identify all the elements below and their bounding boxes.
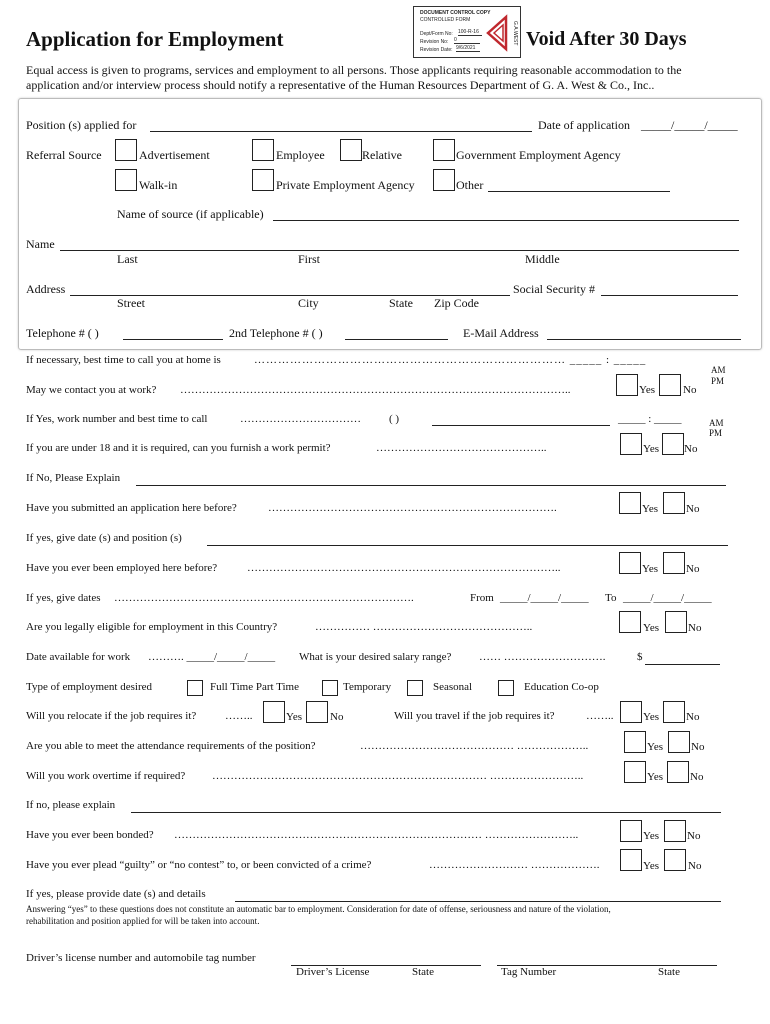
temporary-label: Temporary xyxy=(343,681,392,693)
relative-checkbox[interactable] xyxy=(340,139,362,161)
bonded-dots: ………………………………………………………………………… …………………….. xyxy=(174,829,579,841)
relocate-dots: …….. xyxy=(225,710,253,722)
walk-in-checkbox[interactable] xyxy=(115,169,137,191)
eligible-yes-label: Yes xyxy=(643,622,660,634)
other-checkbox[interactable] xyxy=(433,169,455,191)
plead-no-checkbox[interactable] xyxy=(664,849,686,871)
salary-dots: …… ………………………. xyxy=(479,651,606,663)
date-available-field[interactable]: ………. _____/_____/_____ xyxy=(148,651,276,663)
under18-label: If you are under 18 and it is required, can you furnish a work permit? xyxy=(26,442,331,454)
notice-text-line2: application and/or interview process should notify a representative of the Human Resources Department of G. A. West & Co., Inc.. xyxy=(26,78,655,92)
email-field[interactable] xyxy=(547,339,741,340)
contact-work-label: May we contact you at work? xyxy=(26,384,157,396)
address-zip-label: Zip Code xyxy=(434,296,479,310)
best-time-dots: …………………………………………………………………… _____ : _____ xyxy=(254,354,647,366)
best-time-label: If necessary, best time to call you at home is xyxy=(26,354,221,366)
work-number-paren: ( ) xyxy=(389,413,400,425)
work-number-label: If Yes, work number and best time to call xyxy=(26,413,208,425)
address-label: Address xyxy=(26,282,66,296)
document-control-stamp xyxy=(413,6,521,58)
from-date-field[interactable]: _____/_____/_____ xyxy=(500,592,589,604)
date-available-label: Date available for work xyxy=(26,651,131,663)
relocate-yes-checkbox[interactable] xyxy=(263,701,285,723)
submitted-before-label: Have you submitted an application here before? xyxy=(26,502,237,514)
email-label: E-Mail Address xyxy=(463,326,539,340)
submitted-before-no-label: No xyxy=(686,503,700,515)
submitted-before-yes-label: Yes xyxy=(642,503,659,515)
employee-checkbox[interactable] xyxy=(252,139,274,161)
eligible-label: Are you legally eligible for employment in this Country? xyxy=(26,621,278,633)
eligible-dots: …………… …………………………………….. xyxy=(315,621,533,633)
second-telephone-label: 2nd Telephone # ( ) xyxy=(229,326,323,340)
attendance-dots: …………………………………… ……………….. xyxy=(360,740,589,752)
attendance-no-checkbox[interactable] xyxy=(668,731,690,753)
position-label: Position (s) applied for xyxy=(26,118,137,132)
ssn-label: Social Security # xyxy=(513,282,595,296)
plead-yes-label: Yes xyxy=(643,860,660,872)
work-time-pm[interactable]: PM xyxy=(709,428,723,438)
salary-dollar: $ xyxy=(637,651,643,663)
travel-label: Will you travel if the job requires it? xyxy=(394,710,555,722)
under18-yes-checkbox[interactable] xyxy=(620,433,642,455)
referral-source-label: Referral Source xyxy=(26,148,102,162)
temporary-checkbox[interactable] xyxy=(322,680,338,696)
private-agency-label: Private Employment Agency xyxy=(276,178,415,192)
relocate-yes-label: Yes xyxy=(286,711,303,723)
contact-work-yes-label: Yes xyxy=(639,384,656,396)
under18-no-checkbox[interactable] xyxy=(662,433,684,455)
overtime-label: Will you work overtime if required? xyxy=(26,770,186,782)
attendance-label: Are you able to meet the attendance requirements of the position? xyxy=(26,740,316,752)
overtime-no-checkbox[interactable] xyxy=(667,761,689,783)
stamp-rev-label: Revision No: xyxy=(420,39,449,45)
travel-yes-label: Yes xyxy=(643,711,660,723)
address-street-label: Street xyxy=(117,296,145,310)
contact-work-no-checkbox[interactable] xyxy=(659,374,681,396)
void-notice: Void After 30 Days xyxy=(526,28,687,50)
bonded-yes-checkbox[interactable] xyxy=(620,820,642,842)
stamp-date-value: 9/6/2021 xyxy=(456,45,480,52)
plead-yes-checkbox[interactable] xyxy=(620,849,642,871)
travel-no-label: No xyxy=(686,711,700,723)
submitted-before-no-checkbox[interactable] xyxy=(663,492,685,514)
license-sub-state: State xyxy=(412,966,434,978)
disclaimer-line2: rehabilitation and position applied for will be taken into account. xyxy=(26,916,260,926)
travel-yes-checkbox[interactable] xyxy=(620,701,642,723)
stamp-sub: CONTROLLED FORM xyxy=(420,17,471,23)
contact-work-no-label: No xyxy=(683,384,697,396)
attendance-yes-label: Yes xyxy=(647,741,664,753)
from-label: From xyxy=(470,592,494,604)
under18-no-label: No xyxy=(684,443,698,455)
give-dates-label: If yes, give dates xyxy=(26,592,101,604)
overtime-dots: ………………………………………………………………… …………………….. xyxy=(212,770,584,782)
license-sub-tag-state: State xyxy=(658,966,680,978)
relocate-no-checkbox[interactable] xyxy=(306,701,328,723)
advertisement-label: Advertisement xyxy=(139,148,210,162)
employed-before-yes-checkbox[interactable] xyxy=(619,552,641,574)
salary-field[interactable] xyxy=(645,664,720,665)
salary-label: What is your desired salary range? xyxy=(299,651,452,663)
bonded-yes-label: Yes xyxy=(643,830,660,842)
education-coop-checkbox[interactable] xyxy=(498,680,514,696)
seasonal-label: Seasonal xyxy=(433,681,473,693)
full-part-time-checkbox[interactable] xyxy=(187,680,203,696)
employed-before-yes-label: Yes xyxy=(642,563,659,575)
date-of-application-label: Date of application xyxy=(538,118,630,132)
stamp-dept-value: 100-R-16 xyxy=(458,29,482,36)
date-of-application-field[interactable]: _____/_____/_____ xyxy=(641,118,738,132)
government-agency-checkbox[interactable] xyxy=(433,139,455,161)
personal-info-frame xyxy=(18,98,762,350)
disclaimer-line1: Answering “yes” to these questions does not constitute an automatic bar to employment. Consideration for date of offense, seriousness and nature of the violation, xyxy=(26,904,611,914)
give-date-position-field[interactable] xyxy=(207,545,728,546)
walk-in-label: Walk-in xyxy=(139,178,178,192)
government-agency-label: Government Employment Agency xyxy=(456,148,621,162)
give-date-position-label: If yes, give date (s) and position (s) xyxy=(26,532,182,544)
plead-label: Have you ever plead “guilty” or “no contest” to, or been convicted of a crime? xyxy=(26,859,372,871)
submitted-before-dots: ……………………………………………………………………. xyxy=(268,502,557,514)
private-agency-checkbox[interactable] xyxy=(252,169,274,191)
work-time-field[interactable]: _____ : _____ xyxy=(618,413,682,425)
contact-work-yes-checkbox[interactable] xyxy=(616,374,638,396)
travel-no-checkbox[interactable] xyxy=(663,701,685,723)
name-field[interactable] xyxy=(60,250,739,251)
under18-dots: ……………………………………….. xyxy=(376,442,547,454)
attendance-yes-checkbox[interactable] xyxy=(624,731,646,753)
employee-label: Employee xyxy=(276,148,325,162)
to-date-field[interactable]: _____/_____/_____ xyxy=(623,592,712,604)
telephone-field[interactable] xyxy=(123,339,223,340)
best-time-pm[interactable]: PM xyxy=(711,376,725,386)
overtime-no-label: No xyxy=(690,771,704,783)
address-city-label: City xyxy=(298,296,319,310)
provide-details-field[interactable] xyxy=(235,901,721,902)
bonded-no-label: No xyxy=(687,830,701,842)
explain-if-no-field[interactable] xyxy=(131,812,721,813)
work-time-am[interactable]: AM xyxy=(709,418,724,428)
overtime-yes-label: Yes xyxy=(647,771,664,783)
name-middle-label: Middle xyxy=(525,252,560,266)
education-coop-label: Education Co-op xyxy=(524,681,599,693)
eligible-no-checkbox[interactable] xyxy=(665,611,687,633)
to-label: To xyxy=(605,592,617,604)
travel-dots: …….. xyxy=(586,710,614,722)
license-sub-tag-number: Tag Number xyxy=(501,966,557,978)
employment-type-label: Type of employment desired xyxy=(26,681,153,693)
position-field[interactable] xyxy=(150,131,532,132)
full-part-time-label: Full Time Part Time xyxy=(210,681,299,693)
plead-dots: ……………………… ………………. xyxy=(429,859,600,871)
provide-details-label: If yes, please provide date (s) and details xyxy=(26,888,206,900)
best-time-am[interactable]: AM xyxy=(711,365,726,375)
stamp-dept-label: Dept/Form No: xyxy=(420,31,453,37)
give-dates-dots: ………………………………………………………………………. xyxy=(114,592,414,604)
other-label: Other xyxy=(456,178,484,192)
telephone-label: Telephone # ( ) xyxy=(26,326,99,340)
explain-no-field[interactable] xyxy=(136,485,726,486)
employed-before-no-label: No xyxy=(686,563,700,575)
source-name-label: Name of source (if applicable) xyxy=(117,207,264,221)
page-title: Application for Employment xyxy=(26,27,284,51)
submitted-before-yes-checkbox[interactable] xyxy=(619,492,641,514)
relative-label: Relative xyxy=(362,148,402,162)
name-label: Name xyxy=(26,237,55,251)
license-label: Driver’s license number and automobile tag number xyxy=(26,952,256,964)
advertisement-checkbox[interactable] xyxy=(115,139,137,161)
ga-west-logo-icon xyxy=(484,13,518,53)
ssn-field[interactable] xyxy=(601,295,738,296)
relocate-label: Will you relocate if the job requires it? xyxy=(26,710,197,722)
work-number-field[interactable] xyxy=(432,425,610,426)
attendance-no-label: No xyxy=(691,741,705,753)
under18-yes-label: Yes xyxy=(643,443,660,455)
source-name-field[interactable] xyxy=(273,220,739,221)
bonded-no-checkbox[interactable] xyxy=(664,820,686,842)
eligible-yes-checkbox[interactable] xyxy=(619,611,641,633)
seasonal-checkbox[interactable] xyxy=(407,680,423,696)
employed-before-dots: ………………………………………………………………………….. xyxy=(247,562,561,574)
eligible-no-label: No xyxy=(688,622,702,634)
name-last-label: Last xyxy=(117,252,138,266)
overtime-yes-checkbox[interactable] xyxy=(624,761,646,783)
explain-no-label: If No, Please Explain xyxy=(26,472,121,484)
stamp-rev-value: 0 xyxy=(454,37,480,44)
notice-text-line1: Equal access is given to programs, services and employment to all persons. Those applicants requiring reasonable accommodation to the xyxy=(26,63,682,77)
name-first-label: First xyxy=(298,252,321,266)
plead-no-label: No xyxy=(688,860,702,872)
contact-work-dots: …………………………………………………………………………………………….. xyxy=(180,384,571,396)
relocate-no-label: No xyxy=(330,711,344,723)
bonded-label: Have you ever been bonded? xyxy=(26,829,154,841)
stamp-logo-text: G.A.WEST xyxy=(512,21,518,46)
explain-if-no-label: If no, please explain xyxy=(26,799,116,811)
work-number-dots: …………………………… xyxy=(240,413,361,425)
employed-before-no-checkbox[interactable] xyxy=(663,552,685,574)
address-state-label: State xyxy=(389,296,413,310)
second-telephone-field[interactable] xyxy=(345,339,448,340)
license-sub-drivers-license: Driver’s License xyxy=(296,966,370,978)
employed-before-label: Have you ever been employed here before? xyxy=(26,562,218,574)
other-field[interactable] xyxy=(488,191,670,192)
stamp-heading: DOCUMENT CONTROL COPY xyxy=(420,10,491,16)
stamp-date-label: Revision Date: xyxy=(420,47,453,53)
